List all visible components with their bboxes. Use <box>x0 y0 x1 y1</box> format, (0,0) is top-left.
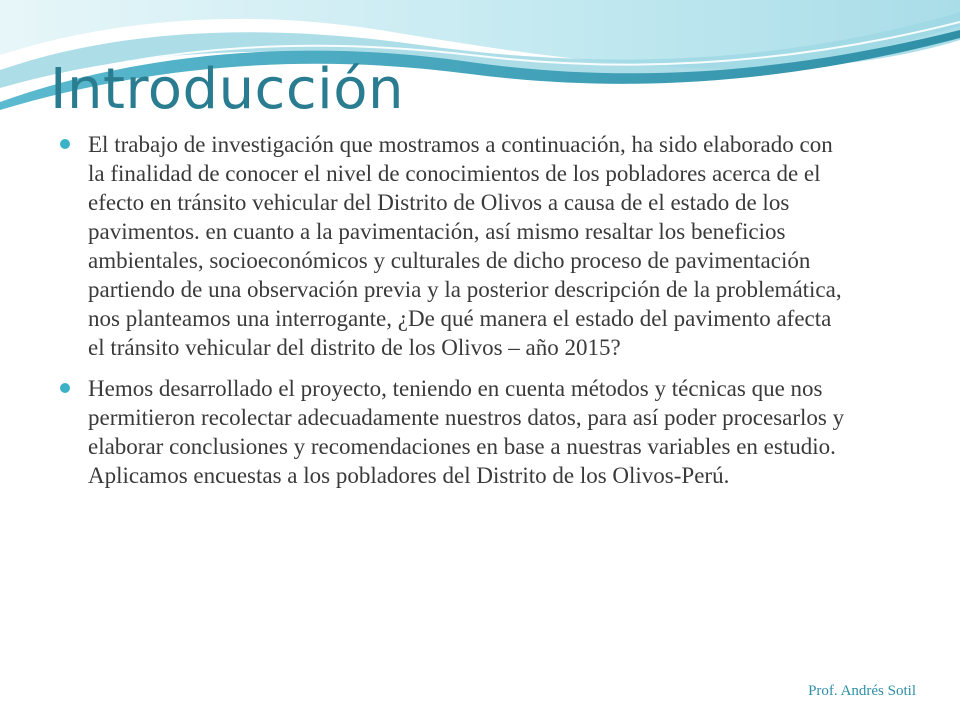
bullet-dot-icon <box>60 139 70 149</box>
bullet-item <box>60 374 850 490</box>
bullet-item <box>60 130 850 362</box>
bullet-dot-icon <box>60 383 70 393</box>
bullet-list <box>60 130 850 502</box>
bullet-text: Hemos desarrollado el proyecto, teniendo en cuenta métodos y técnicas que nos permitieron recolectar adecuadamente nuestros datos, para así poder procesarlos y elaborar conclusiones y recomendaciones en base a nuestras variables en estudio. Aplicamos encuestas a los pobladores del Distrito de los Olivos-Perú. <box>88 376 845 488</box>
bullet-text: El trabajo de investigación que mostramos a continuación, ha sido elaborado con la finalidad de conocer el nivel de conocimientos de los pobladores acerca de el efecto en tránsito vehicular del Distrito de Olivos a causa de el estado de los pavimentos. en cuanto a la pavimentación, así mismo resaltar los beneficios ambientales, socioeconómicos y culturales de dicho proceso de pavimentación partiendo de una observación previa y la posterior descripción de la problemática, nos planteamos una interrogante, ¿De qué manera el estado del pavimento afecta el tránsito vehicular del distrito de los Olivos – año 2015? <box>88 132 842 360</box>
footer-author: Prof. Andrés Sotil <box>808 683 916 699</box>
slide-title: Introducción <box>50 57 404 122</box>
